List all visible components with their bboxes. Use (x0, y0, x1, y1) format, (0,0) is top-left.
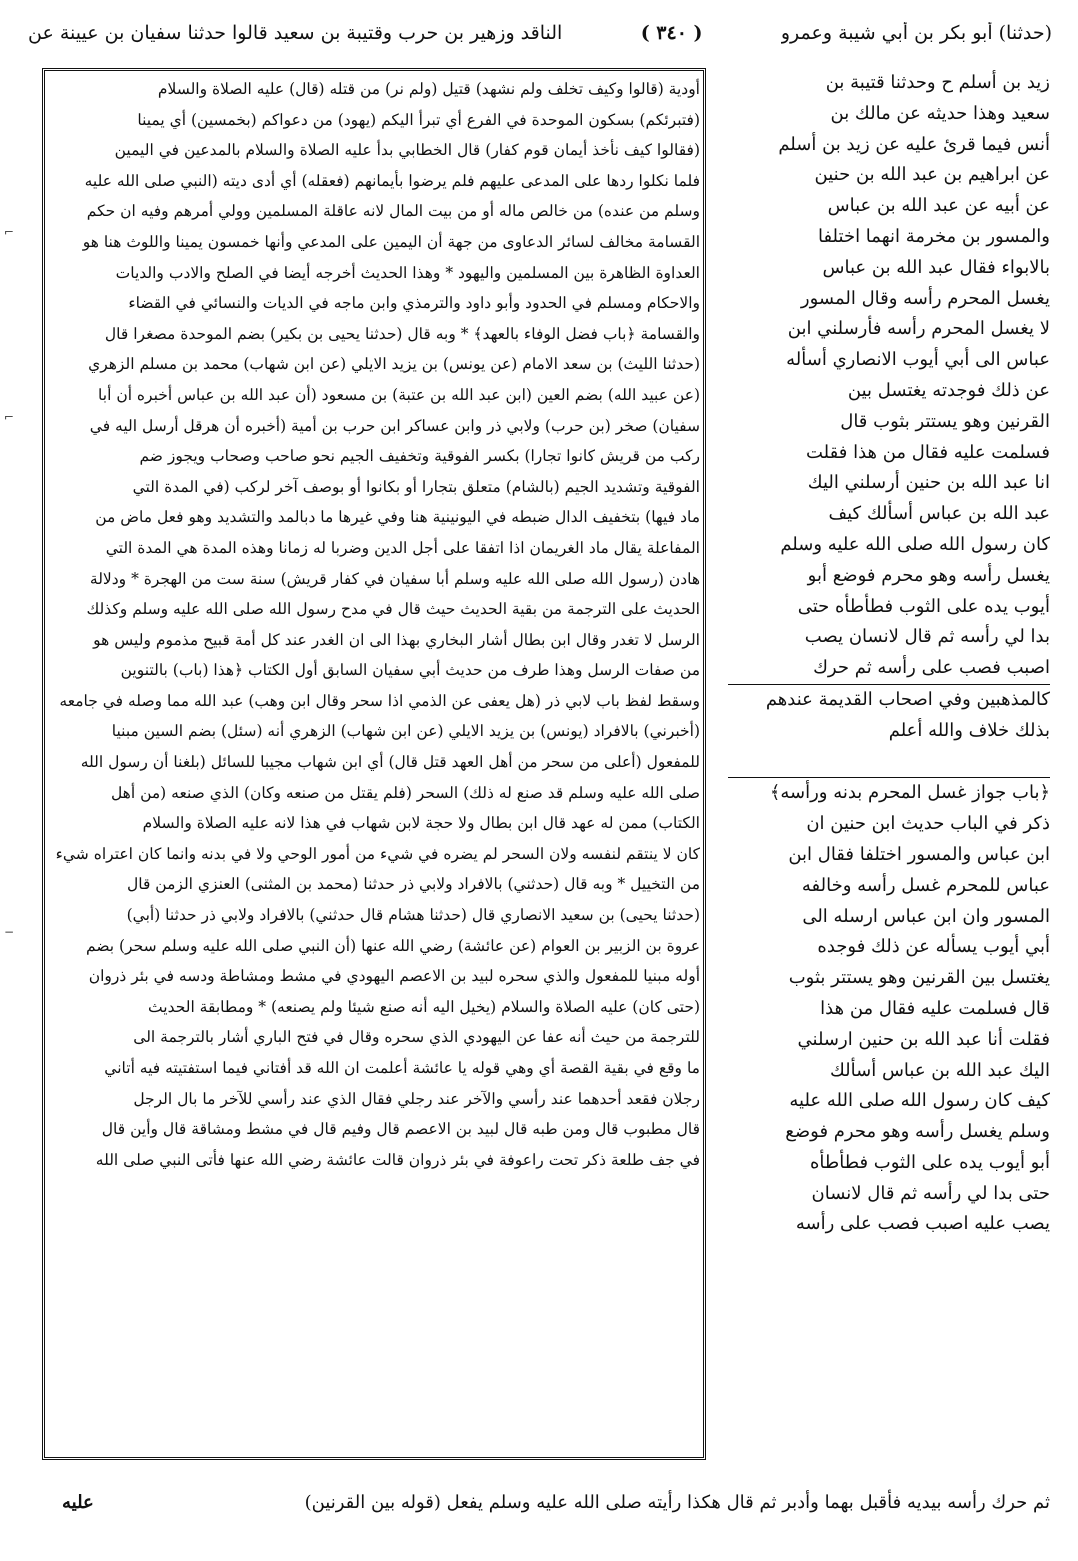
commentary-line: (أخبرني) بالافراد (يونس) بن يزيد الايلي (عن ابن شهاب) الزهري أنه (سئل) بضم السين مبنيا (111, 722, 700, 741)
commentary-line: ركب من قريش كانوا تجارا) بكسر الفوقية وتخفيف الجيم نحو صاحب وصحاب ويجوز ضم (139, 447, 700, 466)
commentary-line (48, 1267, 700, 1298)
commentary-line: (حدثنا يحيى) بن سعيد الانصاري قال (حدثنا هشام قال حدثني) بالافراد ولابي ذر حدثنا (أبي) (126, 906, 700, 925)
commentary-line: الرسل لا تغدر وقال ابن بطال أشار البخاري بهذا الى ان الغدر عند كل أمة قبيح مذموم وليس هو (93, 630, 700, 649)
hadith-line: يغسل المحرم رأسه وقال المسور (800, 287, 1050, 309)
hadith-line: يغتسل بين القرنين وهو يستتر بثوب (788, 967, 1050, 989)
hadith-line: عبد الله بن عباس أسألك كيف (828, 503, 1050, 525)
commentary-line: للمفعول (أعلى من سحر من أهل العهد قتل قال) أي ابن شهاب مجيبا للسائل (بلغنا أن رسول الله (80, 753, 700, 772)
commentary-line (48, 1390, 700, 1421)
commentary-line: الكتاب) ممن له عهد قال ابن بطال ولا حجة لابن شهاب في هذا لانه عليه الصلاة والسلام (142, 814, 700, 833)
commentary-line: والقسامة ﴿باب فضل الوفاء بالعهد﴾ * وبه قال (حدثنا يحيى بن بكير) بضم الموحدة مصغرا قال (104, 324, 700, 343)
hadith-line: القرنين وهو يستتر بثوب قال (840, 410, 1050, 432)
commentary-line: رجلان فقعد أحدهما عند رأسي والآخر عند رجلي فقال الذي عند رأسي للآخر ما بال الرجل (133, 1089, 700, 1108)
commentary-line: الفوقية وتشديد الجيم (بالشام) متعلق بتجارا أو بكانوا أو بوصف آخر لركب (في المدة التي (132, 477, 700, 496)
hadith-line: كالمذهبين وفي اصحاب القديمة عندهم (765, 688, 1050, 710)
hadith-line: اليك عبد الله بن عباس أسألك (830, 1059, 1050, 1081)
page-footer (50, 1482, 1050, 1522)
hadith-line: بذلك خلاف والله أعلم (888, 719, 1050, 741)
margin-mark: ⌐ (4, 225, 15, 239)
commentary-line: صلى الله عليه وسلم قد صنع له ذلك) السحر (فلم يقتل من صنعه وكان) الذي صنعه (من أهل (110, 783, 700, 802)
hadith-line: والمسور بن مخرمة انهما اختلفا (817, 225, 1050, 247)
commentary-line: (عن عبيد الله) بضم العين (ابن عبد الله بن عتبة) بن مسعود (أن عبد الله بن عباس أخبره أن أبا (98, 385, 700, 404)
commentary-line: من التخييل * وبه قال (حدثني) بالافراد ولابي ذر حدثنا (محمد بن المثنى) العنزي الزمن قال (126, 875, 700, 894)
commentary-line: كان لا ينتقم لنفسه ولان السحر لم يضره في شيء من أمور الوحي ولا في بدنه وانما كان اعتراه شيء (55, 844, 700, 863)
commentary-line: في جف طلعة ذكر تحت راعوفة في بئر ذروان قالت عائشة رضي الله عنها فأتى النبي صلى الله (95, 1150, 700, 1169)
commentary-line (48, 1206, 700, 1237)
commentary-line: العداوة الظاهرة بين المسلمين واليهود * وهذا الحديث أخرجه أيضا في الصلح والادب والديات (115, 263, 700, 282)
hadith-line: لا يغسل المحرم رأسه فأرسلني ابن (787, 318, 1050, 340)
hadith-line: أنس فيما قرئ عليه عن زيد بن أسلم (778, 133, 1050, 155)
hadith-line: فقلت أنا عبد الله بن حنين ارسلني (797, 1028, 1050, 1050)
hadith-line (728, 1302, 1050, 1333)
commentary-line: عروة بن الزبير بن العوام (عن عائشة) رضي الله عنها (أن النبي صلى الله عليه وسلم سحر) بضم (86, 936, 700, 955)
chapter-heading: ﴿باب جواز غسل المحرم بدنه ورأسه﴾ (769, 782, 1050, 804)
commentary-line: ما وقع في بقية القصة أي وهي قوله يا عائشة أعلمت ان الله قد أفتاني فيما استفتيته فيه أتاني (104, 1059, 700, 1077)
margin-mark: ⌐ (4, 410, 15, 424)
hadith-line: عن ابراهيم بن عبد الله بن حنين (814, 164, 1050, 186)
hadith-line: سعيد وهذا حديثه عن مالك بن (830, 102, 1050, 124)
hadith-line: بالابواء فقال عبد الله بن عباس (822, 256, 1050, 278)
hadith-line: ذكر في الباب حديث ابن حنين ان (806, 813, 1050, 835)
commentary-line: (حتى كان) عليه الصلاة والسلام (يخيل اليه أنه صنع شيئا ولم يصنعه) * ومطابقة الحديث (148, 997, 700, 1016)
hadith-line: فسلمت عليه فقال من هذا فقلت (806, 441, 1050, 463)
hadith-line (728, 747, 1050, 779)
hadith-line: أبي أيوب يسأله عن ذلك فوجده (817, 936, 1050, 958)
commentary-line: ماد فيها) بتخفيف الدال ضبطه في اليونينية هنا وفي غيرها ما دبالمد والتشديد وهو فعل ماض من (95, 508, 700, 527)
hadith-line: حتى بدا لي رأسه ثم قال لانسان (811, 1182, 1050, 1204)
hadith-line (728, 1363, 1050, 1394)
hadith-line: وسلم يغسل رأسه وهو محرم فوضع (785, 1121, 1050, 1143)
commentary-line: هادن (رسول الله صلى الله عليه وسلم أبا سفيان في كفار قريش) سنة ست من الهجرة * ودلالة (89, 569, 700, 588)
commentary-line (48, 1237, 700, 1268)
margin-mark: − (4, 925, 15, 939)
commentary-line (48, 1298, 700, 1329)
hadith-line: قال فسلمت عليه فقال من هذا (820, 997, 1050, 1019)
page-header (28, 10, 1052, 56)
hadith-text-column (728, 68, 1050, 1480)
commentary-line: وسقط لفظ باب لابي ذر (هل يعفى عن الذمي اذا سحر وقال ابن وهب) عبد الله مما وصله في جامعه (59, 691, 700, 710)
commentary-line: أودية (قالوا وكيف تخلف ولم نشهد) قتيل (ولم نر) من قتله (قال) عليه الصلاة والسلام (157, 80, 700, 98)
hadith-line: كان رسول الله صلى الله عليه وسلم (780, 533, 1050, 555)
hadith-line: عن ذلك فوجدته يغتسل بين (847, 379, 1050, 401)
commentary-line: للترجمة من حيث أنه عفا عن اليهودي الذي سحره وقال في فتح الباري أشار بالترجمة الى (133, 1028, 700, 1047)
hadith-line: زيد بن أسلم ح وحدثنا قتيبة بن (825, 72, 1050, 93)
hadith-line: كيف كان رسول الله صلى الله عليه (789, 1090, 1050, 1112)
hadith-line: ابن عباس والمسور اختلفا فقال ابن (788, 843, 1050, 865)
hadith-line: اصبب فصب على رأسه ثم حرك (728, 653, 1050, 685)
commentary-line: قال مطبوب قال ومن طبه قال لبيد بن الاعصم قال وفيم قال في مشط ومشاقة قال وأين قال (101, 1120, 700, 1139)
hadith-line: عباس الى أبي أيوب الانصاري أسأله (786, 349, 1050, 371)
commentary-line (48, 1328, 700, 1359)
commentary-line: (حدثنا الليث) بن سعد الامام (عن يونس) بن يزيد الايلي (عن ابن شهاب) محمد بن مسلم الزهري (88, 355, 700, 374)
commentary-line: الحديث على الترجمة من بقية الحديث حيث قال في مدح رسول الله صلى الله عليه وسلم وكذلك (86, 600, 700, 619)
page-number: ( ٣٤٠ ) (640, 22, 703, 44)
commentary-line: والاحكام ومسلم في الحدود وأبو داود والترمذي وابن ماجه في الديات والنسائي في القضاء (128, 294, 700, 313)
commentary-line: وسلم من عنده) من خالص ماله أو من بيت المال لانه عاقلة المسلمين وولي أمرهم وفيه ان حكم (86, 202, 700, 221)
commentary-line: سفيان) صخر (بن حرب) ولابي ذر وابن عساكر ابن حرب بن أمية (أخبره أن هرقل أرسل اليه في (89, 416, 700, 435)
commentary-line (48, 1359, 700, 1390)
hadith-line: بدا لي رأسه ثم قال لانسان يصب (804, 626, 1050, 648)
hadith-line: انا عبد الله بن حنين أرسلني اليك (807, 472, 1050, 494)
hadith-line: عن أبيه عن عبد الله بن عباس (827, 195, 1050, 217)
hadith-line (728, 1425, 1050, 1456)
hadith-line (728, 1271, 1050, 1302)
hadith-line (728, 1333, 1050, 1364)
commentary-line (48, 1420, 700, 1451)
commentary-line: أوله مبنيا للمفعول والذي سحره لبيد بن الاعصم اليهودي في مشط ومشاطة ودسه في بئر ذروان (88, 967, 700, 986)
hadith-line: أبو أيوب يده على الثوب فطأطأه (809, 1151, 1050, 1173)
header-matn-right: (حدثنا) أبو بكر بن أبي شيبة وعمرو (780, 22, 1052, 44)
hadith-line: أيوب يده على الثوب فطأطأه حتى (797, 595, 1050, 617)
commentary-line: فلما نكلوا ردها على المدعى عليهم فلم يرضوا بأيمانهم (فعقله) أي أدى ديته (النبي صلى الله عليه (84, 171, 700, 190)
commentary-line (48, 1175, 700, 1206)
hadith-line (728, 1240, 1050, 1271)
commentary-line: المفاعلة يقال ماد الغريمان اذا اتفقا على أجل الدين وضربا له زمانا وهذه المدة هي المدة التي (105, 538, 700, 557)
hadith-line: يغسل رأسه وهو محرم فوضع أبو (807, 564, 1050, 586)
commentary-line: من صفات الرسل وهذا طرف من حديث أبي سفيان السابق أول الكتاب ﴿هذا (باب) بالتنوين (120, 661, 700, 680)
commentary-line: (فقالوا كيف نأخذ أيمان قوم كفار) قال الخطابي بدأ عليه الصلاة والسلام بالمدعين في اليمين (114, 141, 700, 160)
catchword: عليه (62, 1491, 94, 1513)
commentary-line: (فتبرئكم) بسكون الموحدة في الفرع أي تبرأ اليكم (يهود) من دعواكم (بخمسين) أي يمينا (137, 110, 700, 129)
footer-matn-line: ثم حرك رأسه بيديه فأقبل بهما وأدبر ثم قال هكذا رأيته صلى الله عليه وسلم يفعل (قوله بين القرنين) (304, 1491, 1050, 1513)
hadith-line: عباس للمحرم غسل رأسه وخالفه (801, 874, 1050, 896)
hadith-line: يصب عليه اصبب فصب على رأسه (795, 1213, 1050, 1235)
commentary-column (48, 74, 700, 1454)
hadith-line: المسور وان ابن عباس ارسله الى (802, 905, 1050, 927)
header-matn-left: الناقد وزهير بن حرب وقتيبة بن سعيد قالوا حدثنا سفيان بن عيينة عن (28, 22, 563, 44)
hadith-line (728, 1394, 1050, 1425)
commentary-line: القسامة مخالف لسائر الدعاوى من جهة أن اليمين على المدعي وأنها خمسون يمينا واللوث هنا هو (82, 232, 700, 251)
